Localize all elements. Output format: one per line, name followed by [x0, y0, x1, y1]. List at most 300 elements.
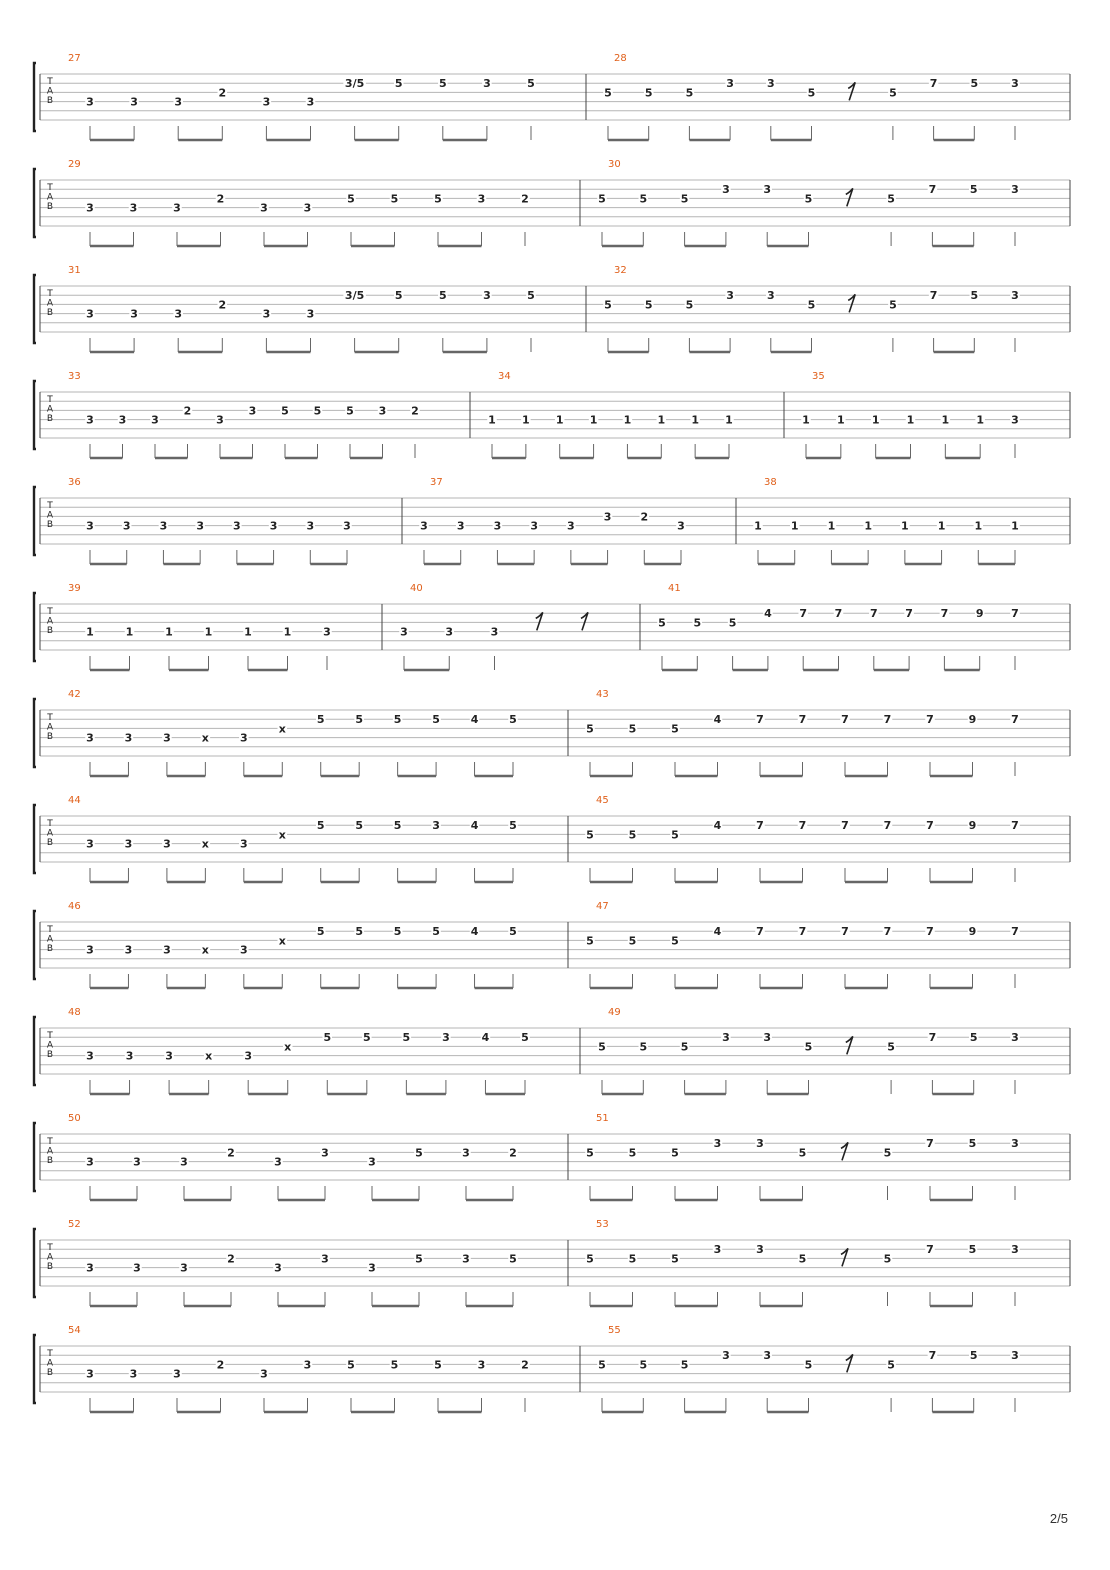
fret-number: 5: [355, 713, 364, 727]
tab-system: [34, 371, 1070, 458]
fret-number: 5: [604, 86, 612, 100]
fret-number: 5: [644, 298, 653, 312]
fret-number: 5: [527, 77, 535, 91]
fret-number: 3: [445, 625, 454, 639]
fret-number: 3: [713, 1243, 722, 1257]
rest: [846, 188, 853, 206]
system-bracket: [34, 593, 36, 661]
measure-number: 49: [608, 1007, 621, 1018]
fret-number: 5: [685, 86, 694, 100]
tab-clef-letter: A: [46, 722, 54, 733]
fret-number: 3: [766, 77, 775, 91]
fret-number: 5: [394, 289, 403, 303]
measure-number: 35: [812, 371, 825, 382]
fret-number: 5: [804, 1040, 813, 1054]
fret-number: 1: [725, 413, 733, 427]
fret-number: 3: [86, 943, 94, 957]
measure-number: 29: [68, 159, 81, 170]
fret-number: 5: [598, 192, 606, 206]
fret-number: 3: [248, 404, 257, 418]
fret-number: 3: [493, 519, 502, 533]
fret-number: 5: [347, 192, 355, 206]
fret-number: 3: [726, 289, 734, 303]
fret-number: 3: [163, 837, 171, 851]
fret-number: 5: [598, 1040, 606, 1054]
fret-number: 3: [216, 413, 224, 427]
fret-number: 7: [841, 713, 849, 727]
measure-number: 43: [596, 689, 609, 700]
fret-number: 1: [589, 413, 598, 427]
fret-number: 5: [346, 404, 354, 418]
fret-number: x: [205, 1049, 213, 1063]
fret-number: 5: [639, 192, 648, 206]
fret-number: 7: [869, 607, 878, 621]
fret-number: 5: [639, 1040, 648, 1054]
fret-number: 5: [415, 1146, 423, 1160]
fret-number: 3: [442, 1031, 450, 1045]
tab-system: [34, 53, 1070, 140]
measure-number: 46: [68, 901, 81, 912]
fret-number: 3: [122, 519, 131, 533]
fret-number: 3: [269, 519, 278, 533]
fret-number: 1: [657, 413, 666, 427]
fret-number: 5: [586, 1146, 594, 1160]
tab-system: [34, 159, 1070, 246]
fret-number: 7: [834, 607, 843, 621]
fret-number: 3: [567, 519, 575, 533]
fret-number: 3: [86, 519, 94, 533]
fret-number: 7: [841, 925, 849, 939]
fret-number: 5: [804, 1358, 813, 1372]
rest: [581, 612, 588, 630]
fret-number: 1: [283, 625, 292, 639]
fret-number: 3: [722, 1349, 730, 1363]
fret-number: 2: [216, 1358, 225, 1372]
fret-number: 7: [756, 713, 764, 727]
fret-number: 3: [86, 1049, 94, 1063]
system-bracket: [34, 487, 36, 555]
fret-number: 3: [483, 77, 491, 91]
measure-number: 33: [68, 371, 81, 382]
fret-number: 5: [586, 1252, 594, 1266]
fret-number: 3: [133, 1261, 141, 1275]
fret-number: 5: [586, 934, 594, 948]
fret-number: 7: [929, 77, 938, 91]
fret-number: 1: [864, 519, 872, 533]
fret-number: 1: [125, 625, 134, 639]
fret-number: 5: [671, 934, 679, 948]
fret-number: 3: [321, 1146, 329, 1160]
tab-clef-letter: A: [46, 1146, 54, 1157]
tab-clef-letter: T: [47, 925, 53, 935]
fret-number: 7: [926, 1137, 934, 1151]
fret-number: 1: [827, 519, 836, 533]
fret-number: 5: [671, 1146, 679, 1160]
fret-number: x: [284, 1040, 292, 1054]
system-bracket: [34, 699, 36, 767]
tab-system: [34, 689, 1070, 776]
measure-number: 50: [68, 1113, 81, 1124]
tab-clef-letter: A: [46, 828, 54, 839]
fret-number: 3: [1011, 289, 1019, 303]
fret-number: 7: [928, 1349, 937, 1363]
fret-number: 5: [807, 86, 816, 100]
tab-system: [34, 1113, 1070, 1200]
page-number: 2/5: [1049, 1511, 1068, 1526]
fret-number: 3: [130, 307, 138, 321]
fret-number: 7: [883, 925, 892, 939]
fret-number: 7: [798, 925, 807, 939]
measure-number: 41: [668, 583, 681, 594]
measure-number: 54: [68, 1325, 81, 1336]
fret-number: 3: [303, 1358, 312, 1372]
fret-number: 3: [1011, 77, 1019, 91]
fret-number: 7: [1011, 819, 1019, 833]
system-bracket: [34, 1335, 36, 1403]
rest: [848, 294, 855, 312]
fret-number: 3: [1011, 1349, 1019, 1363]
fret-number: 3: [1011, 1137, 1019, 1151]
rest: [841, 1142, 848, 1160]
fret-number: 5: [628, 722, 637, 736]
fret-number: 3: [174, 95, 183, 109]
tab-clef-letter: T: [47, 1031, 53, 1041]
fret-number: 5: [658, 616, 666, 630]
fret-number: 5: [390, 1358, 399, 1372]
fret-number: 9: [968, 819, 977, 833]
fret-number: 1: [86, 625, 94, 639]
fret-number: 5: [798, 1146, 807, 1160]
fret-number: x: [201, 837, 209, 851]
rest: [536, 612, 543, 630]
fret-number: 2: [183, 404, 192, 418]
fret-number: 5: [644, 86, 653, 100]
fret-number: x: [278, 722, 286, 736]
fret-number: 7: [883, 819, 892, 833]
fret-number: 7: [883, 713, 892, 727]
fret-number: 3: [1011, 183, 1019, 197]
tab-clef-letter: T: [47, 1243, 53, 1253]
measure-number: 27: [68, 53, 81, 64]
system-bracket: [34, 381, 36, 449]
fret-number: 3: [118, 413, 127, 427]
fret-number: 5: [362, 1031, 371, 1045]
fret-number: 3: [130, 95, 138, 109]
tab-clef-letter: T: [47, 77, 53, 87]
fret-number: 3: [233, 519, 241, 533]
tab-clef-letter: B: [46, 1368, 54, 1378]
fret-number: 3: [86, 307, 94, 321]
fret-number: 3: [400, 625, 408, 639]
fret-number: 3: [603, 510, 612, 524]
fret-number: 3: [86, 1367, 94, 1381]
tab-system: [34, 901, 1070, 988]
fret-number: 4: [470, 925, 479, 939]
fret-number: 2: [216, 192, 225, 206]
tab-clef-letter: T: [47, 289, 53, 299]
fret-number: 5: [393, 819, 402, 833]
fret-number: 5: [586, 828, 594, 842]
fret-number: 5: [313, 404, 322, 418]
measure-number: 37: [430, 477, 443, 488]
measure-number: 30: [608, 159, 621, 170]
fret-number: 4: [470, 713, 479, 727]
tab-system: [34, 1007, 1070, 1094]
tab-system: [34, 477, 1070, 564]
measure-number: 45: [596, 795, 609, 806]
fret-number: 3: [722, 1031, 730, 1045]
fret-number: 1: [790, 519, 799, 533]
tab-clef-letter: A: [46, 192, 54, 203]
fret-number: 3: [756, 1137, 764, 1151]
fret-number: 3: [530, 519, 538, 533]
fret-number: 3: [306, 307, 315, 321]
tab-clef-letter: B: [46, 626, 54, 636]
fret-number: 1: [623, 413, 632, 427]
fret-number: 3: [86, 837, 94, 851]
fret-number: 5: [969, 1031, 978, 1045]
fret-number: 1: [941, 413, 950, 427]
fret-number: 3: [343, 519, 351, 533]
fret-number: 3: [239, 943, 248, 957]
fret-number: 3: [239, 731, 248, 745]
fret-number: x: [278, 934, 286, 948]
fret-number: 3: [124, 837, 133, 851]
fret-number: 5: [889, 298, 897, 312]
fret-number: 5: [628, 934, 637, 948]
fret-number: 3: [163, 731, 171, 745]
tab-system: [34, 795, 1070, 882]
fret-number: 2: [509, 1146, 517, 1160]
rest: [846, 1354, 853, 1372]
tab-clef-letter: B: [46, 96, 54, 106]
fret-number: 5: [415, 1252, 423, 1266]
tab-clef-letter: T: [47, 607, 53, 617]
fret-number: 3: [490, 625, 499, 639]
fret-number: 1: [974, 519, 983, 533]
tab-clef-letter: B: [46, 732, 54, 742]
fret-number: 1: [244, 625, 252, 639]
fret-number: 3: [323, 625, 331, 639]
system-bracket: [34, 1229, 36, 1297]
tab-clef-letter: A: [46, 510, 54, 521]
fret-number: 5: [680, 1040, 689, 1054]
fret-number: 5: [509, 1252, 517, 1266]
fret-number: 5: [693, 616, 702, 630]
fret-number: 3: [321, 1252, 329, 1266]
fret-number: 3: [756, 1243, 764, 1257]
fret-number: 5: [316, 925, 325, 939]
fret-number: 5: [509, 819, 517, 833]
measure-number: 40: [410, 583, 423, 594]
fret-number: 3: [262, 307, 271, 321]
fret-number: 1: [937, 519, 946, 533]
fret-number: 9: [968, 713, 977, 727]
tab-clef-letter: B: [46, 520, 54, 530]
tab-clef-letter: T: [47, 395, 53, 405]
fret-number: 3: [151, 413, 159, 427]
fret-number: 3: [763, 183, 772, 197]
tab-clef-letter: B: [46, 1156, 54, 1166]
system-bracket: [34, 63, 36, 131]
tab-clef-letter: T: [47, 713, 53, 723]
fret-number: 3: [420, 519, 428, 533]
fret-number: 5: [970, 289, 979, 303]
fret-number: 3: [129, 1367, 138, 1381]
fret-number: 3: [163, 943, 171, 957]
fret-number: 5: [509, 713, 517, 727]
fret-number: 3: [86, 95, 94, 109]
fret-number: 5: [807, 298, 816, 312]
rest: [841, 1248, 848, 1266]
fret-number: 5: [355, 819, 364, 833]
fret-number: 3: [86, 1155, 94, 1169]
fret-number: 7: [1011, 925, 1019, 939]
fret-number: 3: [306, 95, 315, 109]
tab-clef-letter: A: [46, 1252, 54, 1263]
fret-number: 3: [244, 1049, 253, 1063]
fret-number: 3: [763, 1349, 772, 1363]
fret-number: x: [201, 731, 209, 745]
fret-number: 5: [671, 1252, 679, 1266]
fret-number: 3/5: [344, 77, 365, 91]
fret-number: 1: [165, 625, 173, 639]
tab-system: [34, 265, 1070, 352]
fret-number: 7: [940, 607, 949, 621]
fret-number: 5: [671, 828, 679, 842]
fret-number: 3: [180, 1261, 188, 1275]
fret-number: 3: [173, 1367, 181, 1381]
fret-number: 7: [926, 713, 934, 727]
system-bracket: [34, 1017, 36, 1085]
fret-number: 3: [1011, 413, 1019, 427]
fret-number: 1: [522, 413, 530, 427]
measure-number: 48: [68, 1007, 81, 1018]
fret-number: 3: [86, 413, 94, 427]
measure-number: 39: [68, 583, 81, 594]
tab-clef-letter: B: [46, 944, 54, 954]
fret-number: 7: [756, 925, 764, 939]
fret-number: 1: [906, 413, 915, 427]
fret-number: 5: [598, 1358, 606, 1372]
system-bracket: [34, 169, 36, 237]
measure-number: 47: [596, 901, 609, 912]
fret-number: 5: [393, 713, 402, 727]
fret-number: 3: [477, 1358, 486, 1372]
fret-number: 3: [133, 1155, 141, 1169]
fret-number: 2: [521, 1358, 529, 1372]
rest: [848, 82, 855, 100]
fret-number: 5: [394, 77, 403, 91]
fret-number: 5: [969, 183, 978, 197]
measure-number: 42: [68, 689, 81, 700]
fret-number: 3: [274, 1155, 282, 1169]
fret-number: 5: [355, 925, 364, 939]
fret-number: 5: [728, 616, 737, 630]
fret-number: x: [201, 943, 209, 957]
fret-number: 1: [901, 519, 909, 533]
tab-system: [34, 1219, 1070, 1306]
tab-clef-letter: A: [46, 616, 54, 627]
fret-number: 4: [713, 819, 722, 833]
tab-system: [34, 583, 1070, 670]
system-bracket: [34, 911, 36, 979]
system-bracket: [34, 1123, 36, 1191]
rest: [846, 1036, 853, 1054]
fret-number: 5: [586, 722, 594, 736]
fret-number: 5: [970, 77, 979, 91]
fret-number: 7: [841, 819, 849, 833]
fret-number: 2: [218, 298, 227, 312]
fret-number: 5: [604, 298, 612, 312]
fret-number: 5: [889, 86, 897, 100]
measure-number: 36: [68, 477, 81, 488]
tab-clef-letter: T: [47, 819, 53, 829]
tab-clef-letter: A: [46, 934, 54, 945]
tab-clef-letter: B: [46, 414, 54, 424]
fret-number: 5: [887, 192, 895, 206]
fret-number: 3: [174, 307, 183, 321]
tab-clef-letter: A: [46, 86, 54, 97]
tab-clef-letter: T: [47, 1137, 53, 1147]
fret-number: 4: [470, 819, 479, 833]
system-bracket: [34, 805, 36, 873]
fret-number: 5: [390, 192, 399, 206]
fret-number: 5: [432, 925, 440, 939]
tab-clef-letter: B: [46, 1262, 54, 1272]
fret-number: 7: [929, 289, 938, 303]
fret-number: 1: [976, 413, 984, 427]
tab-clef-letter: T: [47, 183, 53, 193]
fret-number: 1: [555, 413, 564, 427]
fret-number: 3: [165, 1049, 173, 1063]
fret-number: 3: [125, 1049, 134, 1063]
fret-number: 5: [316, 713, 325, 727]
fret-number: 1: [871, 413, 880, 427]
fret-number: 5: [438, 289, 447, 303]
fret-number: 3: [722, 183, 730, 197]
fret-number: 5: [680, 1358, 689, 1372]
fret-number: 3: [432, 819, 440, 833]
measure-number: 28: [614, 53, 627, 64]
fret-number: 2: [218, 86, 227, 100]
tab-clef-letter: A: [46, 298, 54, 309]
fret-number: 3: [456, 519, 465, 533]
fret-number: 5: [804, 192, 813, 206]
fret-number: 5: [887, 1358, 895, 1372]
measure-number: 34: [498, 371, 511, 382]
fret-number: 3: [159, 519, 168, 533]
fret-number: 5: [628, 1146, 637, 1160]
fret-number: 3: [173, 201, 181, 215]
fret-number: 5: [323, 1031, 332, 1045]
fret-number: 3: [274, 1261, 282, 1275]
fret-number: 3/5: [344, 289, 365, 303]
tab-clef-letter: T: [47, 501, 53, 511]
fret-number: 7: [798, 713, 807, 727]
fret-number: 7: [798, 819, 807, 833]
fret-number: 5: [883, 1252, 892, 1266]
fret-number: 3: [368, 1155, 376, 1169]
fret-number: 3: [477, 192, 486, 206]
fret-number: 5: [680, 192, 689, 206]
fret-number: 3: [303, 201, 312, 215]
fret-number: 3: [124, 943, 133, 957]
fret-number: 3: [262, 95, 271, 109]
fret-number: 5: [347, 1358, 355, 1372]
fret-number: 4: [764, 607, 772, 621]
fret-number: 7: [926, 819, 934, 833]
